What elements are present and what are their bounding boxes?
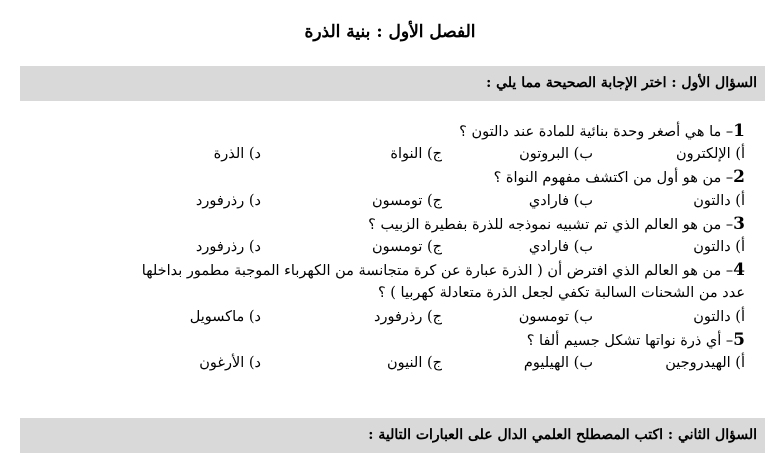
question-text: – من هو العالم الذي افترض أن ( الذرة عبارة عن كرة متجانسة من الكهرباء الموجبة مطمور بداخلها [141, 263, 734, 280]
option-b: ب) الهيليوم [523, 354, 593, 371]
question-text: – من هو أول من اكتشف مفهوم النواة ؟ [493, 170, 734, 187]
option-b: ب) فارادي [528, 238, 593, 255]
option-a: أ) الهيدروجين [665, 354, 745, 371]
question-4-continuation [25, 282, 745, 305]
question-number: 4 [733, 260, 745, 281]
option-c: ج) النواة [390, 146, 442, 163]
option-a: أ) دالتون [693, 192, 745, 209]
option-b: ب) تومسون [518, 308, 593, 325]
question-4 [25, 259, 745, 282]
option-a: أ) دالتون [693, 308, 745, 325]
section-one-heading: السؤال الأول : اختر الإجابة الصحيحة مما يلي : [486, 75, 757, 91]
option-c: ج) تومسون [372, 238, 442, 255]
section-two-header [20, 418, 765, 453]
question-number: 5 [733, 329, 745, 350]
question-4-options [25, 306, 745, 329]
section-two-heading: السؤال الثاني : اكتب المصطلح العلمي الدال على العبارات التالية : [368, 427, 757, 443]
option-a: أ) دالتون [693, 238, 745, 255]
question-text: عدد من الشحنات السالبة تكفي لجعل الذرة متعادلة كهربيا ) ؟ [377, 285, 745, 302]
question-number: 1 [733, 121, 745, 141]
option-d: د) ماكسويل [189, 308, 261, 325]
option-c: ج) تومسون [372, 192, 442, 209]
option-a: أ) الإلكترون [675, 146, 745, 163]
option-b: ب) البروتون [519, 146, 593, 163]
question-3 [25, 213, 745, 236]
question-1-options [25, 143, 745, 166]
question-1 [25, 120, 745, 143]
option-c: ج) النيون [387, 354, 442, 371]
question-text: – من هو العالم الذي تم تشبيه نموذجه للذرة بفطيرة الزبيب ؟ [368, 216, 734, 233]
question-3-options [25, 236, 745, 259]
option-d: د) رذرفورد [195, 238, 261, 255]
question-number: 3 [733, 213, 745, 234]
chapter-title: الفصل الأول : بنية الذرة [304, 22, 476, 42]
question-list [25, 120, 745, 375]
question-5 [25, 329, 745, 352]
question-text: – ما هي أصغر وحدة بنائية للمادة عند دالتون ؟ [459, 124, 734, 140]
option-d: د) الذرة [213, 146, 261, 163]
option-b: ب) فارادي [528, 192, 593, 209]
question-2 [25, 166, 745, 189]
section-one-header [20, 66, 765, 101]
option-d: د) الأرغون [199, 354, 261, 371]
question-2-options [25, 190, 745, 213]
option-d: د) رذرفورد [195, 192, 261, 209]
option-c: ج) رذرفورد [374, 308, 442, 325]
question-5-options [25, 352, 745, 375]
question-text: – أي ذرة نواتها تشكل جسيم ألفا ؟ [526, 332, 734, 349]
question-number: 2 [733, 167, 745, 188]
